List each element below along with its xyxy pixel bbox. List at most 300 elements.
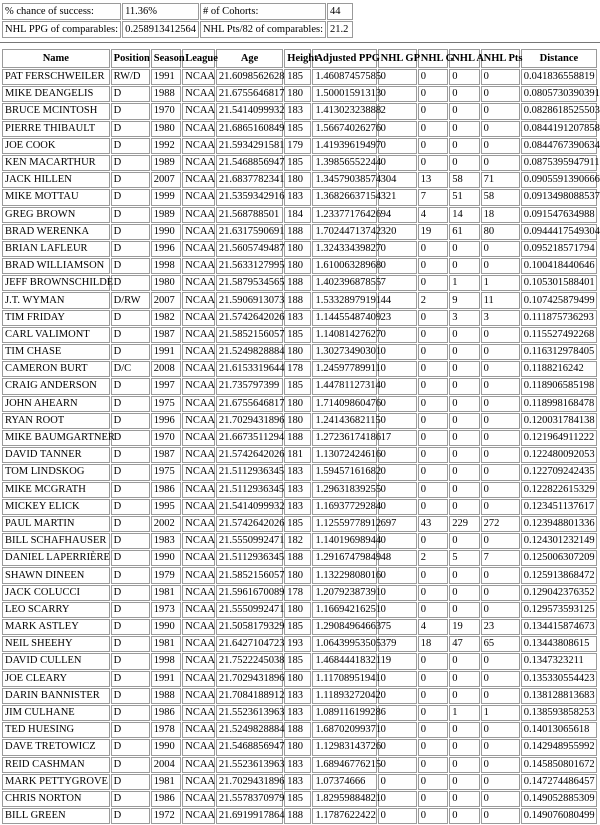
cell-league: NCAA bbox=[182, 499, 215, 515]
cell-league: NCAA bbox=[182, 189, 215, 205]
cell-height: 183 bbox=[284, 774, 311, 790]
cell-adjusted-ppg: 1.39856552244 bbox=[312, 155, 376, 171]
cell-name: TOM LINDSKOG bbox=[2, 464, 110, 480]
cell-league: NCAA bbox=[182, 447, 215, 463]
cell-position: D bbox=[111, 103, 150, 119]
cell-position: D bbox=[111, 757, 150, 773]
cell-distance: 0.149076080499 bbox=[521, 808, 597, 824]
cell-position: RW/D bbox=[111, 69, 150, 85]
cell-distance: 0.125006307209 bbox=[521, 550, 597, 566]
column-header-adjusted-ppg: Adjusted PPG bbox=[312, 49, 376, 68]
cell-distance: 0.0944417549304 bbox=[521, 224, 597, 240]
table-row bbox=[2, 155, 597, 171]
cell-distance: 0.0905591390666 bbox=[521, 172, 597, 188]
cell-position: D bbox=[111, 688, 150, 704]
cell-distance: 0.0828618525503 bbox=[521, 103, 597, 119]
table-row bbox=[2, 499, 597, 515]
cell-age: 21.5605749487 bbox=[216, 241, 283, 257]
cell-nhl-gp: 0 bbox=[378, 791, 417, 807]
cell-league: NCAA bbox=[182, 567, 215, 583]
cell-adjusted-ppg: 1.20792387391 bbox=[312, 585, 376, 601]
cell-league: NCAA bbox=[182, 791, 215, 807]
cell-height: 185 bbox=[284, 121, 311, 137]
cell-nhl-gp: 0 bbox=[378, 585, 417, 601]
table-row bbox=[2, 275, 597, 291]
cell-position: D bbox=[111, 344, 150, 360]
cell-name: NEIL SHEEHY bbox=[2, 636, 110, 652]
cell-league: NCAA bbox=[182, 774, 215, 790]
cell-season: 1980 bbox=[151, 275, 181, 291]
cell-nhl-pts: 80 bbox=[481, 224, 520, 240]
cell-height: 179 bbox=[284, 138, 311, 154]
cell-nhl-pts: 0 bbox=[481, 722, 520, 738]
column-header-nhl-a: NHL A bbox=[449, 49, 479, 68]
cell-nhl-a: 0 bbox=[449, 482, 479, 498]
cell-height: 183 bbox=[284, 482, 311, 498]
cell-nhl-gp: 0 bbox=[378, 774, 417, 790]
cell-name: TIM CHASE bbox=[2, 344, 110, 360]
cell-nhl-a: 0 bbox=[449, 155, 479, 171]
cell-nhl-g: 0 bbox=[418, 241, 448, 257]
cell-nhl-g: 4 bbox=[418, 207, 448, 223]
cell-age: 21.5906913073 bbox=[216, 292, 283, 308]
cell-age: 21.5578370979 bbox=[216, 791, 283, 807]
cell-adjusted-ppg: 1.40239687855 bbox=[312, 275, 376, 291]
cell-age: 21.5879534565 bbox=[216, 275, 283, 291]
cell-adjusted-ppg: 1.32433439827 bbox=[312, 241, 376, 257]
cell-position: D bbox=[111, 138, 150, 154]
cell-nhl-gp: 0 bbox=[378, 241, 417, 257]
cell-distance: 0.111875736293 bbox=[521, 310, 597, 326]
cell-nhl-a: 47 bbox=[449, 636, 479, 652]
cell-nhl-g: 0 bbox=[418, 138, 448, 154]
cell-name: CAMERON BURT bbox=[2, 361, 110, 377]
cell-age: 21.5742642026 bbox=[216, 447, 283, 463]
cell-position: D bbox=[111, 516, 150, 532]
cell-nhl-a: 229 bbox=[449, 516, 479, 532]
cell-nhl-pts: 0 bbox=[481, 808, 520, 824]
cell-nhl-g: 0 bbox=[418, 757, 448, 773]
cell-nhl-gp: 17 bbox=[378, 430, 417, 446]
cell-league: NCAA bbox=[182, 739, 215, 755]
horizontal-rule bbox=[0, 42, 600, 43]
cell-height: 182 bbox=[284, 533, 311, 549]
cell-nhl-pts: 58 bbox=[481, 189, 520, 205]
cell-distance: 0.0875395947911 bbox=[521, 155, 597, 171]
table-row bbox=[2, 516, 597, 532]
column-header-season: Season bbox=[151, 49, 181, 68]
cell-position: D bbox=[111, 86, 150, 102]
cell-nhl-gp: 0 bbox=[378, 138, 417, 154]
cell-distance: 0.134415874673 bbox=[521, 619, 597, 635]
cell-nhl-gp: 0 bbox=[378, 413, 417, 429]
cell-distance: 0.122822615329 bbox=[521, 482, 597, 498]
cell-season: 1991 bbox=[151, 69, 181, 85]
cell-nhl-gp: 0 bbox=[378, 327, 417, 343]
summary-table bbox=[1, 2, 354, 39]
cell-position: D bbox=[111, 224, 150, 240]
cell-adjusted-ppg: 1.59457161682 bbox=[312, 464, 376, 480]
cell-nhl-gp: 0 bbox=[378, 722, 417, 738]
cell-height: 185 bbox=[284, 516, 311, 532]
column-header-position: Position bbox=[111, 49, 150, 68]
cell-position: D bbox=[111, 567, 150, 583]
cell-nhl-g: 0 bbox=[418, 275, 448, 291]
cell-position: D bbox=[111, 533, 150, 549]
cell-adjusted-ppg: 1.24143682115 bbox=[312, 413, 376, 429]
cell-nhl-gp: 0 bbox=[378, 344, 417, 360]
cell-age: 21.568788501 bbox=[216, 207, 283, 223]
cell-name: DANIEL LAPERRIÈRE bbox=[2, 550, 110, 566]
cell-age: 21.7029431896 bbox=[216, 774, 283, 790]
cell-nhl-g: 0 bbox=[418, 791, 448, 807]
cell-adjusted-ppg: 1.29167479849 bbox=[312, 550, 376, 566]
cell-season: 1981 bbox=[151, 774, 181, 790]
cell-position: D bbox=[111, 602, 150, 618]
table-row bbox=[2, 447, 597, 463]
cell-season: 1996 bbox=[151, 413, 181, 429]
cell-distance: 0.121964911222 bbox=[521, 430, 597, 446]
cell-name: JOHN AHEARN bbox=[2, 396, 110, 412]
cell-league: NCAA bbox=[182, 344, 215, 360]
cell-league: NCAA bbox=[182, 172, 215, 188]
cell-nhl-a: 0 bbox=[449, 688, 479, 704]
cell-nhl-a: 0 bbox=[449, 791, 479, 807]
cell-league: NCAA bbox=[182, 705, 215, 721]
cell-distance: 0.115527492268 bbox=[521, 327, 597, 343]
cell-league: NCAA bbox=[182, 602, 215, 618]
table-row bbox=[2, 103, 597, 119]
cell-nhl-pts: 0 bbox=[481, 602, 520, 618]
cell-adjusted-ppg: 1.12559778912 bbox=[312, 516, 376, 532]
cell-season: 1972 bbox=[151, 808, 181, 824]
comparables-table bbox=[1, 48, 598, 825]
cell-adjusted-ppg: 1.1787622422 bbox=[312, 808, 376, 824]
cell-distance: 0.091547634988 bbox=[521, 207, 597, 223]
cell-height: 183 bbox=[284, 499, 311, 515]
cell-position: D bbox=[111, 327, 150, 343]
cell-nhl-g: 0 bbox=[418, 344, 448, 360]
cell-nhl-a: 0 bbox=[449, 69, 479, 85]
cell-height: 188 bbox=[284, 550, 311, 566]
cell-nhl-gp: 44 bbox=[378, 292, 417, 308]
cell-adjusted-ppg: 1.70244713742 bbox=[312, 224, 376, 240]
cell-nhl-a: 14 bbox=[449, 207, 479, 223]
table-row bbox=[2, 241, 597, 257]
cell-height: 180 bbox=[284, 241, 311, 257]
column-header-name: Name bbox=[2, 49, 110, 68]
cell-adjusted-ppg: 1.46844418321 bbox=[312, 653, 376, 669]
cell-nhl-a: 0 bbox=[449, 533, 479, 549]
cell-adjusted-ppg: 1.13229808016 bbox=[312, 567, 376, 583]
cell-adjusted-ppg: 1.50001591313 bbox=[312, 86, 376, 102]
table-row bbox=[2, 224, 597, 240]
column-header-league: League bbox=[182, 49, 215, 68]
cell-nhl-g: 0 bbox=[418, 430, 448, 446]
cell-nhl-g: 0 bbox=[418, 739, 448, 755]
cell-distance: 0.122480092053 bbox=[521, 447, 597, 463]
cell-nhl-pts: 0 bbox=[481, 361, 520, 377]
cell-nhl-gp: 0 bbox=[378, 757, 417, 773]
cell-nhl-g: 0 bbox=[418, 378, 448, 394]
cell-nhl-g: 0 bbox=[418, 602, 448, 618]
cell-name: BRUCE MCINTOSH bbox=[2, 103, 110, 119]
cell-nhl-gp: 0 bbox=[378, 808, 417, 824]
cell-height: 185 bbox=[284, 155, 311, 171]
cell-nhl-a: 0 bbox=[449, 774, 479, 790]
cell-age: 21.6919917864 bbox=[216, 808, 283, 824]
cell-name: JOE COOK bbox=[2, 138, 110, 154]
cell-nhl-g: 0 bbox=[418, 69, 448, 85]
cell-age: 21.5249828884 bbox=[216, 344, 283, 360]
cell-height: 180 bbox=[284, 86, 311, 102]
cell-nhl-gp: 0 bbox=[378, 258, 417, 274]
cell-nhl-pts: 0 bbox=[481, 653, 520, 669]
column-header-distance: Distance bbox=[521, 49, 597, 68]
cell-nhl-gp: 6 bbox=[378, 705, 417, 721]
cell-distance: 0.125913868472 bbox=[521, 567, 597, 583]
table-row bbox=[2, 567, 597, 583]
table-row bbox=[2, 121, 597, 137]
cell-nhl-pts: 23 bbox=[481, 619, 520, 635]
cell-age: 21.5961670089 bbox=[216, 585, 283, 601]
cell-distance: 0.118906585198 bbox=[521, 378, 597, 394]
cell-nhl-pts: 0 bbox=[481, 757, 520, 773]
cell-season: 1999 bbox=[151, 189, 181, 205]
cell-age: 21.6427104723 bbox=[216, 636, 283, 652]
cell-nhl-a: 0 bbox=[449, 499, 479, 515]
cohorts-value: 44 bbox=[327, 3, 353, 20]
cell-position: D bbox=[111, 275, 150, 291]
cell-distance: 0.123948801336 bbox=[521, 516, 597, 532]
cell-season: 1992 bbox=[151, 138, 181, 154]
cell-nhl-gp: 0 bbox=[378, 86, 417, 102]
cell-position: D/C bbox=[111, 361, 150, 377]
cell-nhl-a: 9 bbox=[449, 292, 479, 308]
pts82-label: NHL Pts/82 of comparables: bbox=[200, 21, 326, 38]
cell-age: 21.5468856947 bbox=[216, 155, 283, 171]
cell-nhl-g: 0 bbox=[418, 327, 448, 343]
cell-age: 21.5852156057 bbox=[216, 567, 283, 583]
cell-adjusted-ppg: 1.13072424616 bbox=[312, 447, 376, 463]
cell-distance: 0.041836558819 bbox=[521, 69, 597, 85]
cell-distance: 0.0844191207858 bbox=[521, 121, 597, 137]
cell-position: D bbox=[111, 482, 150, 498]
cell-league: NCAA bbox=[182, 378, 215, 394]
cell-distance: 0.100418440646 bbox=[521, 258, 597, 274]
table-row bbox=[2, 378, 597, 394]
table-row bbox=[2, 189, 597, 205]
cell-season: 1989 bbox=[151, 155, 181, 171]
cell-league: NCAA bbox=[182, 636, 215, 652]
cell-nhl-a: 0 bbox=[449, 757, 479, 773]
cell-nhl-gp: 0 bbox=[378, 533, 417, 549]
cell-distance: 0.147274486457 bbox=[521, 774, 597, 790]
cell-nhl-gp: 0 bbox=[378, 671, 417, 687]
cell-season: 1990 bbox=[151, 550, 181, 566]
cell-nhl-a: 0 bbox=[449, 327, 479, 343]
cell-age: 21.735797399 bbox=[216, 378, 283, 394]
column-header-nhl-gp: NHL GP bbox=[378, 49, 417, 68]
cell-age: 21.5742642026 bbox=[216, 516, 283, 532]
table-row bbox=[2, 86, 597, 102]
cell-age: 21.5550992471 bbox=[216, 602, 283, 618]
cell-nhl-a: 0 bbox=[449, 138, 479, 154]
cell-nhl-a: 0 bbox=[449, 671, 479, 687]
cell-nhl-gp: 2 bbox=[378, 103, 417, 119]
cell-adjusted-ppg: 1.41939619497 bbox=[312, 138, 376, 154]
cell-position: D bbox=[111, 258, 150, 274]
cell-age: 21.6755646817 bbox=[216, 396, 283, 412]
cell-name: DAVID TANNER bbox=[2, 447, 110, 463]
cell-name: MIKE MOTTAU bbox=[2, 189, 110, 205]
cell-adjusted-ppg: 1.41302323888 bbox=[312, 103, 376, 119]
cell-age: 21.5523613963 bbox=[216, 705, 283, 721]
cell-season: 1989 bbox=[151, 207, 181, 223]
table-row bbox=[2, 602, 597, 618]
cell-name: LEO SCARRY bbox=[2, 602, 110, 618]
cell-league: NCAA bbox=[182, 516, 215, 532]
cell-name: CHRIS NORTON bbox=[2, 791, 110, 807]
cell-nhl-g: 0 bbox=[418, 310, 448, 326]
cell-nhl-gp: 48 bbox=[378, 550, 417, 566]
table-row bbox=[2, 705, 597, 721]
cell-age: 21.5112936345 bbox=[216, 464, 283, 480]
cell-height: 180 bbox=[284, 344, 311, 360]
cell-age: 21.5550992471 bbox=[216, 533, 283, 549]
cell-nhl-pts: 0 bbox=[481, 396, 520, 412]
cell-age: 21.6673511294 bbox=[216, 430, 283, 446]
cell-height: 185 bbox=[284, 378, 311, 394]
cell-season: 1990 bbox=[151, 619, 181, 635]
cell-league: NCAA bbox=[182, 241, 215, 257]
cell-height: 181 bbox=[284, 447, 311, 463]
cell-nhl-a: 0 bbox=[449, 121, 479, 137]
cell-adjusted-ppg: 1.14455487409 bbox=[312, 310, 376, 326]
cell-nhl-pts: 18 bbox=[481, 207, 520, 223]
cell-height: 188 bbox=[284, 224, 311, 240]
cell-season: 1986 bbox=[151, 482, 181, 498]
cell-season: 1970 bbox=[151, 103, 181, 119]
cell-adjusted-ppg: 1.29631839255 bbox=[312, 482, 376, 498]
cell-league: NCAA bbox=[182, 310, 215, 326]
cell-name: JIM CULHANE bbox=[2, 705, 110, 721]
cell-nhl-a: 0 bbox=[449, 602, 479, 618]
cell-nhl-a: 51 bbox=[449, 189, 479, 205]
cell-league: NCAA bbox=[182, 138, 215, 154]
cell-nhl-pts: 0 bbox=[481, 739, 520, 755]
cell-adjusted-ppg: 1.46087457585 bbox=[312, 69, 376, 85]
cell-nhl-g: 0 bbox=[418, 396, 448, 412]
cell-nhl-gp: 320 bbox=[378, 224, 417, 240]
table-row bbox=[2, 430, 597, 446]
table-row bbox=[2, 550, 597, 566]
cell-nhl-g: 2 bbox=[418, 550, 448, 566]
cell-league: NCAA bbox=[182, 722, 215, 738]
cell-nhl-pts: 0 bbox=[481, 688, 520, 704]
cell-adjusted-ppg: 1.36826637154 bbox=[312, 189, 376, 205]
cell-adjusted-ppg: 1.68946776215 bbox=[312, 757, 376, 773]
table-row bbox=[2, 636, 597, 652]
table-row bbox=[2, 69, 597, 85]
cell-distance: 0.1347323211 bbox=[521, 653, 597, 669]
cell-name: PIERRE THIBAULT bbox=[2, 121, 110, 137]
table-row bbox=[2, 739, 597, 755]
cell-distance: 0.120031784138 bbox=[521, 413, 597, 429]
cell-adjusted-ppg: 1.61006328968 bbox=[312, 258, 376, 274]
cell-height: 180 bbox=[284, 413, 311, 429]
cell-nhl-g: 0 bbox=[418, 499, 448, 515]
cell-position: D bbox=[111, 241, 150, 257]
table-row bbox=[2, 138, 597, 154]
cell-season: 2007 bbox=[151, 172, 181, 188]
cell-position: D bbox=[111, 791, 150, 807]
cell-age: 21.5112936345 bbox=[216, 482, 283, 498]
cell-height: 185 bbox=[284, 653, 311, 669]
cell-season: 1988 bbox=[151, 688, 181, 704]
cell-height: 188 bbox=[284, 275, 311, 291]
cell-distance: 0.0844767390634 bbox=[521, 138, 597, 154]
cell-nhl-g: 18 bbox=[418, 636, 448, 652]
table-row bbox=[2, 310, 597, 326]
cell-name: J.T. WYMAN bbox=[2, 292, 110, 308]
cell-height: 183 bbox=[284, 103, 311, 119]
cell-season: 1981 bbox=[151, 585, 181, 601]
table-row bbox=[2, 757, 597, 773]
cell-nhl-a: 0 bbox=[449, 808, 479, 824]
cell-position: D bbox=[111, 774, 150, 790]
cell-nhl-a: 19 bbox=[449, 619, 479, 635]
cell-nhl-gp: 0 bbox=[378, 69, 417, 85]
cell-nhl-g: 43 bbox=[418, 516, 448, 532]
cell-league: NCAA bbox=[182, 275, 215, 291]
cohorts-label: # of Cohorts: bbox=[200, 3, 326, 20]
cell-position: D bbox=[111, 585, 150, 601]
table-row bbox=[2, 413, 597, 429]
cell-adjusted-ppg: 1.53328979191 bbox=[312, 292, 376, 308]
cell-nhl-a: 0 bbox=[449, 396, 479, 412]
cell-name: MARK PETTYGROVE bbox=[2, 774, 110, 790]
cell-height: 185 bbox=[284, 791, 311, 807]
cell-nhl-gp: 0 bbox=[378, 688, 417, 704]
cell-name: BILL SCHAFHAUSER bbox=[2, 533, 110, 549]
cell-name: CRAIG ANDERSON bbox=[2, 378, 110, 394]
cell-nhl-gp: 0 bbox=[378, 482, 417, 498]
cell-league: NCAA bbox=[182, 69, 215, 85]
cell-nhl-g: 0 bbox=[418, 482, 448, 498]
cell-adjusted-ppg: 1.07374666 bbox=[312, 774, 376, 790]
cell-season: 1987 bbox=[151, 447, 181, 463]
table-row bbox=[2, 774, 597, 790]
cell-nhl-gp: 0 bbox=[378, 155, 417, 171]
ppg-label: NHL PPG of comparables: bbox=[2, 21, 121, 38]
cell-name: PAT FERSCHWEILER bbox=[2, 69, 110, 85]
cell-name: REID CASHMAN bbox=[2, 757, 110, 773]
cell-nhl-gp: 0 bbox=[378, 602, 417, 618]
cell-nhl-g: 2 bbox=[418, 292, 448, 308]
cell-league: NCAA bbox=[182, 103, 215, 119]
cell-nhl-pts: 0 bbox=[481, 585, 520, 601]
cell-season: 1997 bbox=[151, 378, 181, 394]
cell-nhl-gp: 0 bbox=[378, 464, 417, 480]
cell-height: 184 bbox=[284, 207, 311, 223]
summary-row bbox=[2, 21, 353, 38]
table-row bbox=[2, 533, 597, 549]
cell-age: 21.5852156057 bbox=[216, 327, 283, 343]
cell-adjusted-ppg: 1.14019698944 bbox=[312, 533, 376, 549]
cell-distance: 0.118998168478 bbox=[521, 396, 597, 412]
cell-season: 1978 bbox=[151, 722, 181, 738]
